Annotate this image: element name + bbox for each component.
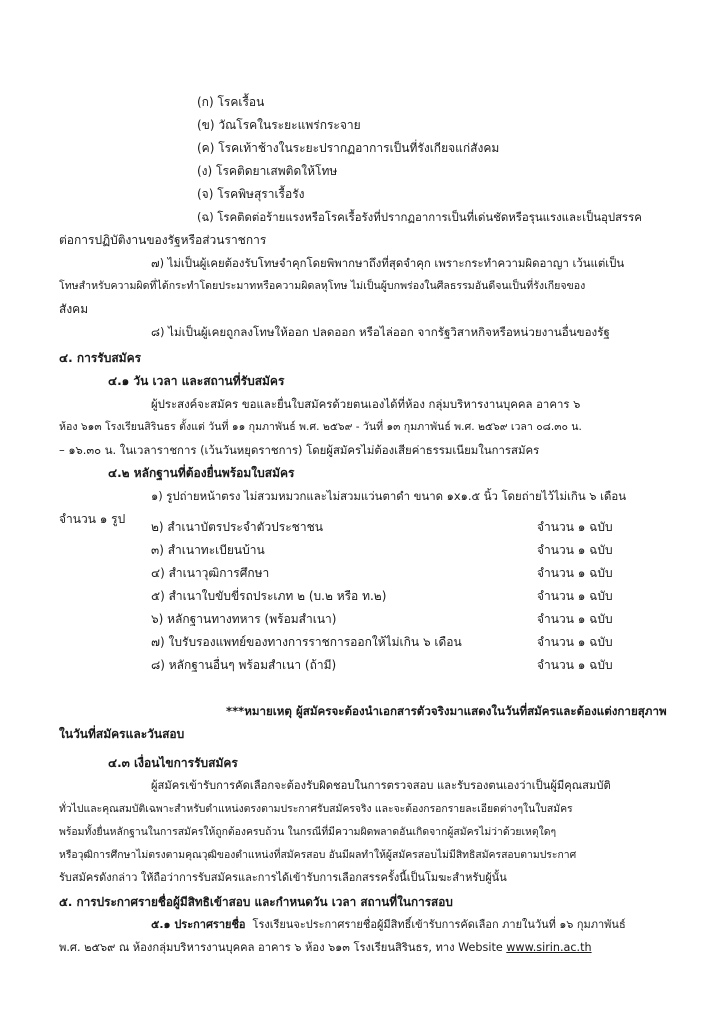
section-4-title: ๔. การรับสมัคร — [59, 351, 142, 365]
section-5-1-text-1: โรงเรียนจะประกาศรายชื่อผู้มีสิทธิ์เข้ารับการคัดเลือก ภายในวันที่ ๑๖ กุมภาพันธ์ — [252, 918, 626, 931]
section-4-1-title: ๔.๑ วัน เวลา และสถานที่รับสมัคร — [108, 374, 285, 388]
section-4-1-text-2: ห้อง ๖๑๓ โรงเรียนสิรินธร ตั้งแต่ วันที่ ๑๑ กุมภาพันธ์ พ.ศ. ๒๕๖๙ - วันที่ ๑๓ กุมภาพันธ์ พ.ศ. ๒๕๖๙ เวลา ๐๘.๓๐ น. — [59, 421, 582, 433]
document-item-1-cont: จำนวน ๑ รูป — [59, 512, 126, 526]
section-4-3-text-5: รับสมัครดังกล่าว ให้ถือว่าการรับสมัครและการได้เข้ารับการเลือกสรรครั้งนี้เป็นโมฆะสำหรับผู้นั้น — [59, 871, 507, 884]
section-4-3-text-1: ผู้สมัครเข้ารับการคัดเลือกจะต้องรับผิดชอบในการตรวจสอบ และรับรองตนเองว่าเป็นผู้มีคุณสมบัติ — [151, 779, 611, 792]
disease-item-f-cont: ต่อการปฏิบัติงานของรัฐหรือส่วนราชการ — [59, 233, 267, 247]
document-item-amount: จำนวน ๑ ฉบับ — [537, 612, 613, 626]
document-item-amount: จำนวน ๑ ฉบับ — [537, 543, 613, 557]
note-text: ***หมายเหตุ ผู้สมัครจะต้องนำเอกสารตัวจริงมาแสดงในวันที่สมัครและต้องแต่งกายสุภาพ — [226, 704, 667, 718]
document-item-label: ๘) หลักฐานอื่นๆ พร้อมสำเนา (ถ้ามี) — [151, 658, 337, 672]
document-item-amount: จำนวน ๑ ฉบับ — [537, 566, 613, 580]
qualification-item-7: ๗) ไม่เป็นผู้เคยต้องรับโทษจำคุกโดยพิพากษาถึงที่สุดจำคุก เพราะกระทำความผิดอาญา เว้นแต่เป็น — [151, 256, 625, 270]
section-4-1-text-3: – ๑๖.๓๐ น. ในเวลาราชการ (เว้นวันหยุดราชการ) โดยผู้สมัครไม่ต้องเสียค่าธรรมเนียมในการสมัคร — [59, 443, 540, 457]
disease-item-a: (ก) โรคเรื้อน — [197, 95, 265, 109]
section-5-1-title: ๕.๑ ประกาศรายชื่อ — [151, 918, 246, 931]
document-item-label: ๔) สำเนาวุฒิการศึกษา — [151, 566, 270, 580]
note-text-cont: ในวันที่สมัครและวันสอบ — [59, 727, 185, 741]
section-5-title: ๕. การประกาศรายชื่อผู้มีสิทธิเข้าสอบ และกำหนดวัน เวลา สถานที่ในการสอบ — [59, 895, 453, 909]
document-item-amount: จำนวน ๑ ฉบับ — [537, 658, 613, 672]
document-item-1: ๑) รูปถ่ายหน้าตรง ไม่สวมหมวกและไม่สวมแว่นตาดำ ขนาด ๑x๑.๕ นิ้ว โดยถ่ายไว้ไม่เกิน ๖ เดือน — [151, 489, 627, 503]
document-item-label: ๓) สำเนาทะเบียนบ้าน — [151, 543, 265, 557]
section-5-1-text-2: พ.ศ. ๒๕๖๙ ณ ห้องกลุ่มบริหารงานบุคคล อาคาร ๖ ห้อง ๖๑๓ โรงเรียนสิรินธร, ทาง Website — [59, 941, 507, 954]
qualification-item-7-end: สังคม — [59, 302, 89, 316]
section-5-1-line-1 — [151, 917, 626, 933]
section-4-3-text-2: ทั่วไปและคุณสมบัติเฉพาะสำหรับตำแหน่งตรงตามประกาศรับสมัครจริง และจะต้องกรอกรายละเอียดต่างๆในใบสมัคร — [59, 803, 573, 815]
qualification-item-7-cont: โทษสำหรับความผิดที่ได้กระทำโดยประมาทหรือความผิดลหุโทษ ไม่เป็นผู้บกพร่องในศีลธรรมอันดีจนเป็นที่รังเกียจของ — [59, 280, 586, 292]
document-item-label: ๗) ใบรับรองแพทย์ของทางการราชการออกให้ไม่เกิน ๖ เดือน — [151, 635, 462, 649]
disease-item-e: (จ) โรคพิษสุราเรื้อรัง — [197, 187, 305, 201]
section-4-1-text-1: ผู้ประสงค์จะสมัคร ขอและยื่นใบสมัครด้วยตนเองได้ที่ห้อง กลุ่มบริหารงานบุคคล อาคาร ๖ — [151, 397, 581, 411]
section-5-1-line-2 — [59, 940, 592, 956]
disease-item-d: (ง) โรคติดยาเสพติดให้โทษ — [197, 164, 338, 178]
document-item-amount: จำนวน ๑ ฉบับ — [537, 635, 613, 649]
qualification-item-8: ๘) ไม่เป็นผู้เคยถูกลงโทษให้ออก ปลดออก หรือไล่ออก จากรัฐวิสาหกิจหรือหน่วยงานอื่นของรัฐ — [151, 325, 610, 339]
document-item-label: ๖) หลักฐานทางทหาร (พร้อมสำเนา) — [151, 612, 337, 626]
website-link[interactable]: www.sirin.ac.th — [506, 941, 592, 954]
document-item-label: ๕) สำเนาใบขับขี่รถประเภท ๒ (บ.๒ หรือ ท.๒) — [151, 589, 387, 603]
section-4-3-text-4: หรือวุฒิการศึกษาไม่ตรงตามคุณวุฒิของตำแหน่งที่สมัครสอบ อันมีผลทำให้ผู้สมัครสอบไม่มีสิทธิสมัครสอบตามประกาศ — [59, 849, 577, 861]
section-4-2-title: ๔.๒ หลักฐานที่ต้องยื่นพร้อมใบสมัคร — [108, 466, 295, 480]
disease-item-f: (ฉ) โรคติดต่อร้ายแรงหรือโรคเรื้อรังที่ปรากฏอาการเป็นที่เด่นชัดหรือรุนแรงและเป็นอุปสรรค — [197, 210, 642, 224]
section-4-3-text-3: พร้อมทั้งยื่นหลักฐานในการสมัครให้ถูกต้องครบถ้วน ในกรณีที่มีความผิดพลาดอันเกิดจากผู้สมัครไม่ว่าด้วยเหตุใดๆ — [59, 826, 557, 838]
section-4-3-title: ๔.๓ เงื่อนไขการรับสมัคร — [108, 756, 238, 770]
document-item-amount: จำนวน ๑ ฉบับ — [537, 589, 613, 603]
disease-item-b: (ข) วัณโรคในระยะแพร่กระจาย — [197, 118, 361, 132]
document-item-amount: จำนวน ๑ ฉบับ — [537, 520, 613, 534]
disease-item-c: (ค) โรคเท้าช้างในระยะปรากฏอาการเป็นที่รังเกียจแก่สังคม — [197, 141, 500, 155]
document-item-label: ๒) สำเนาบัตรประจำตัวประชาชน — [151, 520, 323, 534]
